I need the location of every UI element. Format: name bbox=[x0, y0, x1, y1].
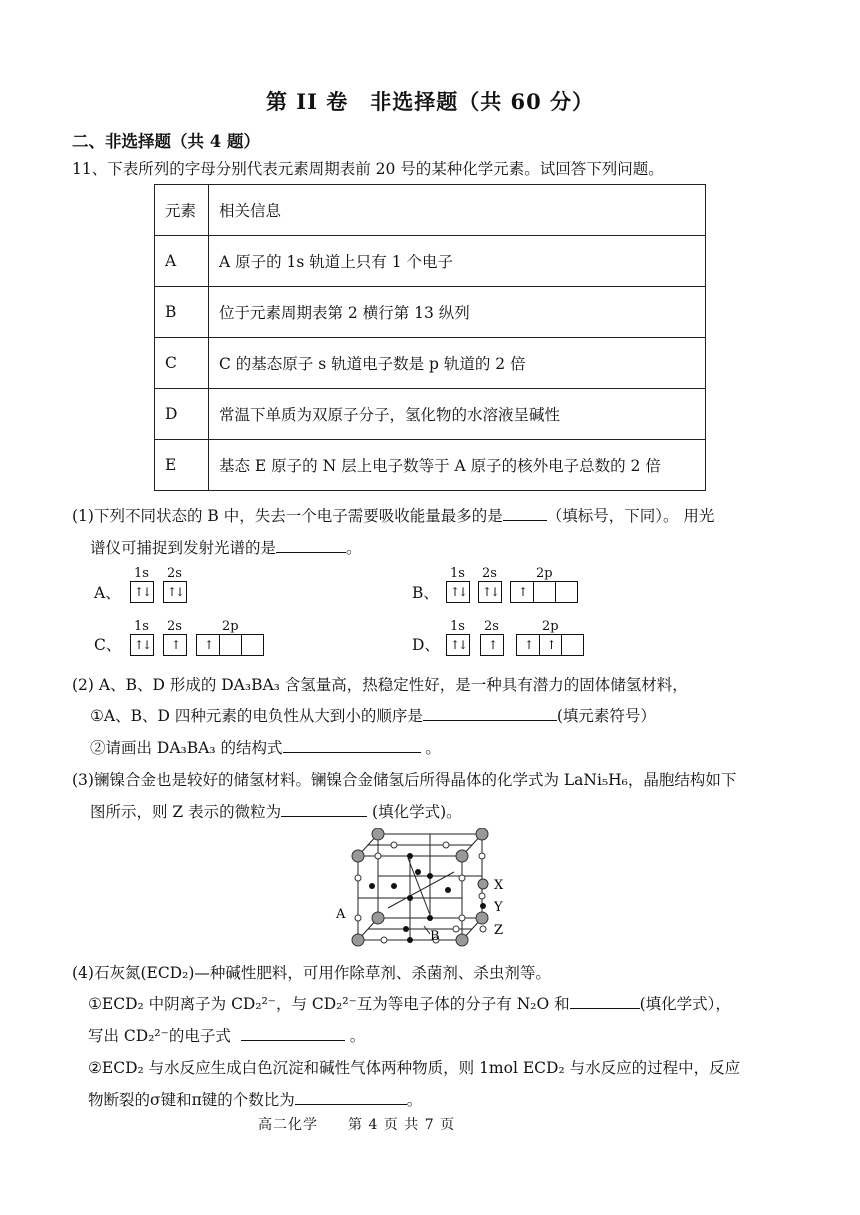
answer-blank[interactable] bbox=[423, 705, 557, 721]
part3-line2 bbox=[90, 801, 462, 823]
orbital-cell: ↑↓ bbox=[481, 585, 499, 599]
orbital-cell: ↑↓ bbox=[133, 585, 151, 599]
part2-text-tail: 。 bbox=[420, 739, 441, 757]
part1-line2 bbox=[90, 537, 362, 559]
part4-line4: ②ECD₂ 与水反应生成白色沉淀和碱性气体两种物质，则 1mol ECD₂ 与水反应的过程中，反应 bbox=[88, 1059, 741, 1077]
table-cell-element: D bbox=[155, 389, 209, 440]
part2-text: ①A、B、D 四种元素的电负性从大到小的顺序是 bbox=[90, 707, 423, 725]
orbital-label: 2p bbox=[542, 619, 559, 634]
table-cell-element: A bbox=[155, 236, 209, 287]
table-cell-element: E bbox=[155, 440, 209, 491]
table-cell-info: C 的基态原子 s 轨道电子数是 p 轨道的 2 倍 bbox=[209, 338, 706, 389]
part3-text: 图所示，则 Z 表示的微粒为 bbox=[90, 803, 282, 821]
orbital-cell bbox=[561, 635, 583, 655]
orbital-cell: ↑↓ bbox=[449, 585, 467, 599]
legend-x-marker bbox=[478, 879, 488, 889]
element-info-table bbox=[154, 184, 706, 491]
orbital-cell bbox=[533, 582, 555, 602]
page-title: 第 II 卷 非选择题（共 60 分） bbox=[265, 89, 595, 114]
part4-text-tail: (填化学式）， bbox=[639, 995, 731, 1013]
orbital-label: 2s bbox=[484, 619, 499, 634]
orbital-cell: ↑↓ bbox=[166, 585, 184, 599]
part4-text: ①ECD₂ 中阴离子为 CD₂²⁻，与 CD₂²⁻互为等电子体的分子有 N₂O 和 bbox=[88, 995, 570, 1013]
orbital-cell: ↑↓ bbox=[449, 638, 467, 652]
table-header-row bbox=[155, 185, 706, 236]
orbital-label: 1s bbox=[134, 619, 149, 634]
legend-y-marker bbox=[480, 903, 486, 909]
part1-text: 谱仪可捕捉到发射光谱的是 bbox=[90, 539, 277, 557]
orbital-label: 2s bbox=[167, 566, 182, 581]
part2-line1: (2) A、B、D 形成的 DA₃BA₃ 含氢量高，热稳定性好，是一种具有潜力的固体储氢材料， bbox=[72, 676, 688, 694]
orbital-label: 2p bbox=[222, 619, 239, 634]
table-row bbox=[155, 236, 706, 287]
table-cell-info: 位于元素周期表第 2 横行第 13 纵列 bbox=[209, 287, 706, 338]
orbital-label: 2s bbox=[482, 566, 497, 581]
orbital-cell: ↑ bbox=[487, 638, 497, 652]
crystal-cell-figure bbox=[330, 828, 530, 952]
table-row bbox=[155, 440, 706, 491]
part4-line1: (4)石灰氮(ECD₂)—种碱性肥料，可用作除草剂、杀菌剂、杀虫剂等。 bbox=[72, 964, 551, 982]
table-row bbox=[155, 287, 706, 338]
orbital-cell: ↑↓ bbox=[133, 638, 151, 652]
question-intro: 11、下表所列的字母分别代表元素周期表前 20 号的某种化学元素。试回答下列问题。 bbox=[72, 160, 664, 178]
orbital-label: 2p bbox=[536, 566, 553, 581]
table-cell-element: B bbox=[155, 287, 209, 338]
part2-line2 bbox=[90, 705, 656, 727]
table-cell-info: 常温下单质为双原子分子，氢化物的水溶液呈碱性 bbox=[209, 389, 706, 440]
orbital-cell bbox=[219, 635, 241, 655]
orbital-cell: ↑ bbox=[203, 638, 213, 652]
legend-z-marker bbox=[480, 926, 486, 932]
legend-z-label: Z bbox=[494, 923, 504, 938]
table-row bbox=[155, 338, 706, 389]
option-d-label: D、 bbox=[412, 636, 440, 654]
table-header-info: 相关信息 bbox=[209, 185, 706, 236]
part4-text: 物断裂的σ键和π键的个数比为 bbox=[88, 1091, 295, 1109]
orbital-cell bbox=[241, 635, 263, 655]
part2-text-tail: (填元素符号） bbox=[556, 707, 656, 725]
answer-blank[interactable] bbox=[295, 1089, 407, 1105]
orbital-label: 1s bbox=[134, 566, 149, 581]
orbital-cell: ↑ bbox=[539, 635, 561, 655]
part1-text: (1)下列不同状态的 B 中，失去一个电子需要吸收能量最多的是 bbox=[72, 507, 503, 525]
table-row bbox=[155, 389, 706, 440]
answer-blank[interactable] bbox=[281, 801, 367, 817]
legend-y-label: Y bbox=[494, 900, 503, 915]
option-b-label: B、 bbox=[412, 584, 439, 602]
table-cell-element: C bbox=[155, 338, 209, 389]
part4-line3 bbox=[88, 1025, 365, 1047]
orbital-cell: ↑ bbox=[517, 585, 527, 599]
part4-text: 写出 CD₂²⁻的电子式 bbox=[88, 1027, 231, 1045]
table-cell-info: A 原子的 1s 轨道上只有 1 个电子 bbox=[209, 236, 706, 287]
legend-x-label: X bbox=[494, 878, 504, 893]
section-heading: 二、非选择题（共 4 题） bbox=[72, 132, 260, 151]
option-a-label: A、 bbox=[94, 584, 121, 602]
answer-blank[interactable] bbox=[276, 537, 346, 553]
label-b: B bbox=[430, 929, 440, 944]
part2-text: ②请画出 DA₃BA₃ 的结构式 bbox=[90, 739, 283, 757]
orbital-label: 1s bbox=[450, 619, 465, 634]
table-header-element: 元素 bbox=[155, 185, 209, 236]
orbital-label: 1s bbox=[450, 566, 465, 581]
answer-blank[interactable] bbox=[503, 505, 547, 521]
part1-text-tail: （填标号，下同）。 用光 bbox=[546, 507, 715, 525]
option-c-label: C、 bbox=[94, 636, 122, 654]
orbital-cell bbox=[555, 582, 577, 602]
part4-line5 bbox=[88, 1089, 422, 1111]
orbital-cell: ↑ bbox=[523, 638, 533, 652]
table-cell-info: 基态 E 原子的 N 层上电子数等于 A 原子的核外电子总数的 2 倍 bbox=[209, 440, 706, 491]
answer-blank[interactable] bbox=[283, 737, 421, 753]
part1-text-tail: 。 bbox=[346, 539, 362, 557]
part3-text-tail: (填化学式)。 bbox=[367, 803, 462, 821]
part3-line1: (3)镧镍合金也是较好的储氢材料。镧镍合金储氢后所得晶体的化学式为 LaNi₅H₆，晶胞结构如下 bbox=[72, 771, 737, 789]
part4-text-tail: 。 bbox=[344, 1027, 366, 1045]
orbital-cell: ↑ bbox=[170, 638, 180, 652]
label-a: A bbox=[336, 907, 346, 922]
part4-text-tail: 。 bbox=[406, 1091, 423, 1109]
part2-line3 bbox=[90, 737, 441, 759]
orbital-label: 2s bbox=[167, 619, 182, 634]
part1-line1 bbox=[72, 505, 714, 527]
page-footer: 高二化学 第 4 页 共 7 页 bbox=[258, 1117, 456, 1133]
answer-blank[interactable] bbox=[570, 993, 640, 1009]
answer-blank[interactable] bbox=[241, 1025, 345, 1041]
part4-line2 bbox=[88, 993, 731, 1015]
